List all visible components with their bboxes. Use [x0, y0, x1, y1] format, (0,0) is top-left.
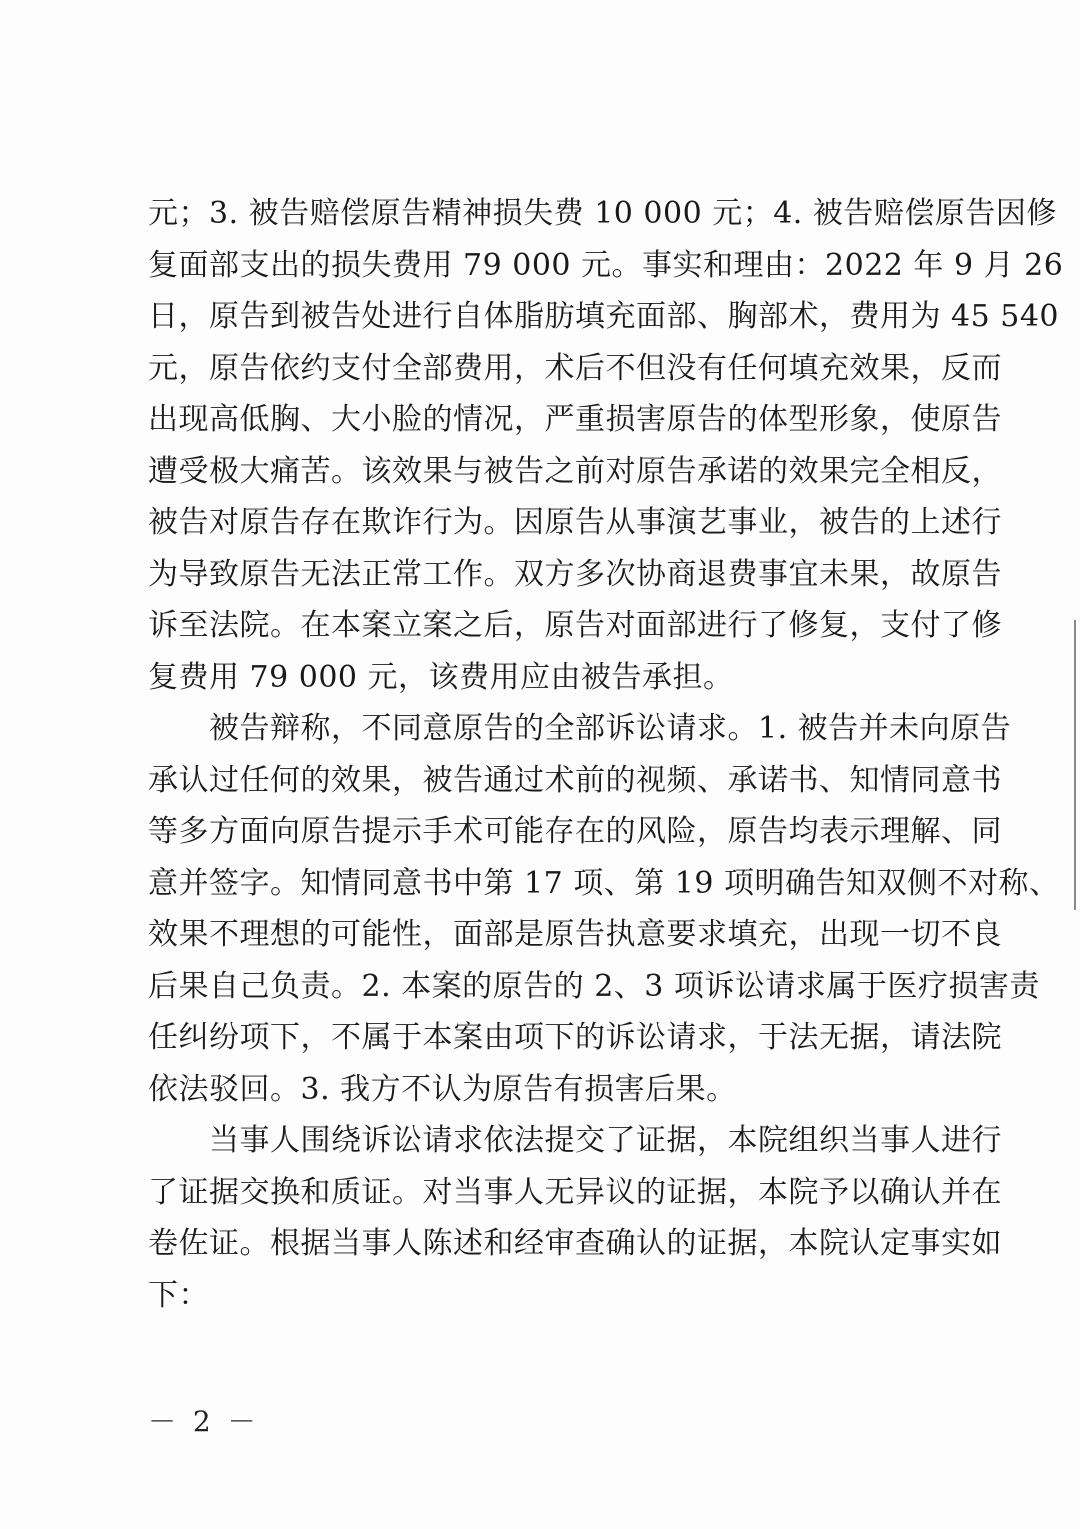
- text-line: 后果自己负责。2. 本案的原告的 2、3 项诉讼请求属于医疗损害责: [148, 968, 1040, 1004]
- text-line: 任纠纷项下，不属于本案由项下的诉讼请求，于法无据，请法院: [148, 1020, 1002, 1055]
- text-line: 被告辩称，不同意原告的全部诉讼请求。1. 被告并未向原告: [148, 711, 1012, 746]
- text-line: 依法驳回。3. 我方不认为原告有损害后果。: [148, 1071, 737, 1107]
- text-line: 意并签字。知情同意书中第 17 项、第 19 项明确告知双侧不对称、: [148, 865, 1060, 901]
- text-line: 出现高低胸、大小脸的情况，严重损害原告的体型形象，使原告: [148, 402, 1002, 437]
- text-line: 等多方面向原告提示手术可能存在的风险，原告均表示理解、同: [148, 814, 1002, 849]
- text-line: 卷佐证。根据当事人陈述和经审查确认的证据，本院认定事实如: [148, 1226, 1002, 1261]
- text-line: 承认过任何的效果，被告通过术前的视频、承诺书、知情同意书: [148, 762, 1002, 798]
- text-line: 为导致原告无法正常工作。双方多次协商退费事宜未果，故原告: [148, 556, 1002, 592]
- page-number: － 2 －: [148, 1405, 260, 1438]
- text-line: 下：: [148, 1277, 209, 1313]
- text-line: 元；3. 被告赔偿原告精神损失费 10 000 元；4. 被告赔偿原告因修: [148, 196, 1057, 231]
- text-line: 当事人围绕诉讼请求依法提交了证据，本院组织当事人进行: [148, 1123, 1002, 1158]
- scan-edge-mark: [1074, 620, 1076, 910]
- text-line: 复费用 79 000 元，该费用应由被告承担。: [148, 659, 734, 695]
- text-line: 诉至法院。在本案立案之后，原告对面部进行了修复，支付了修: [148, 608, 1002, 643]
- text-line: 遭受极大痛苦。该效果与被告之前对原告承诺的效果完全相反，: [148, 453, 1002, 489]
- text-line: 了证据交换和质证。对当事人无异议的证据，本院予以确认并在: [148, 1174, 1002, 1210]
- text-line: 复面部支出的损失费用 79 000 元。事实和理由：2022 年 9 月 26: [148, 247, 1064, 283]
- body-text: [148, 188, 1064, 1321]
- text-line: 元，原告依约支付全部费用，术后不但没有任何填充效果，反而: [148, 350, 1002, 386]
- text-line: 日，原告到被告处进行自体脂肪填充面部、胸部术，费用为 45 540: [148, 299, 1060, 334]
- text-line: 被告对原告存在欺诈行为。因原告从事演艺事业，被告的上述行: [148, 505, 1002, 540]
- text-line: 效果不理想的可能性，面部是原告执意要求填充，出现一切不良: [148, 917, 1002, 952]
